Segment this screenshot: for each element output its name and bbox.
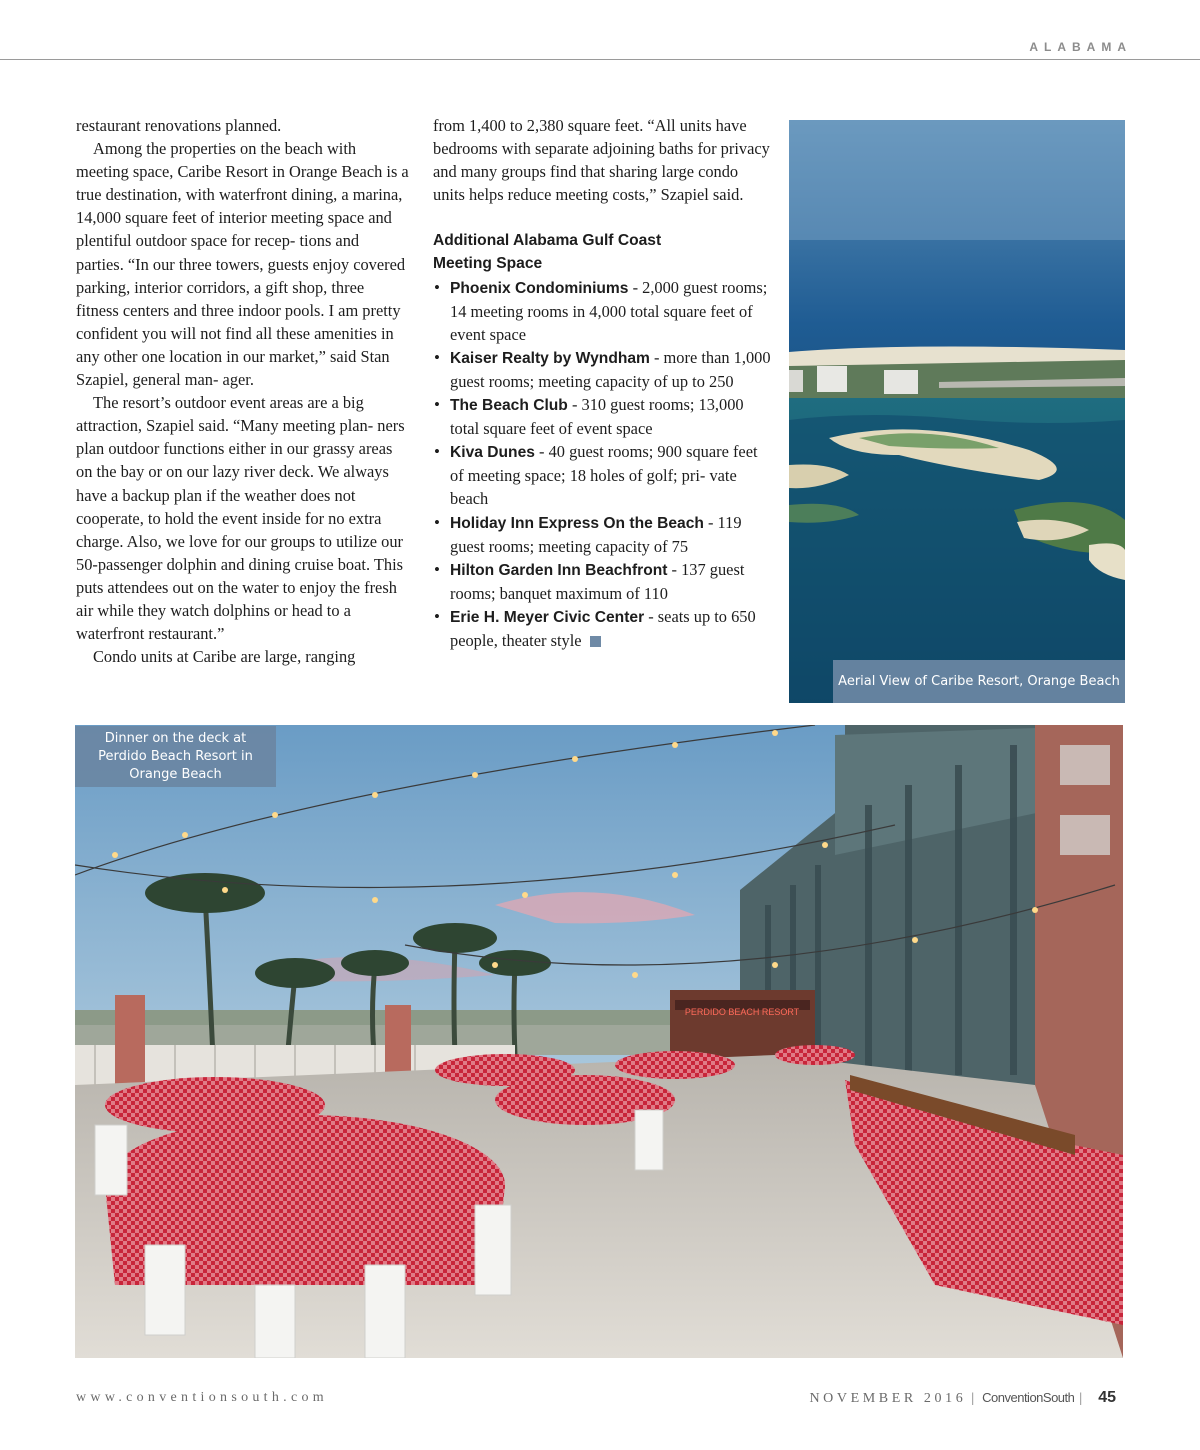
aerial-photo-caption: Aerial View of Caribe Resort, Orange Beach	[833, 660, 1125, 703]
venue-detail: - seats up to 650 people, theater style	[450, 606, 756, 650]
venue-name: Holiday Inn Express On the Beach	[450, 514, 704, 532]
venue-name: Kiva Dunes	[450, 444, 535, 462]
paragraph: restaurant renovations planned.	[76, 116, 282, 135]
venue-list-item	[433, 558, 771, 605]
paragraph: Among the properties on the beach with meeting space, Caribe Resort in Orange Beach is a true destination, with waterfront dining, a marina, 14,000 square feet of interior meeting space and plentiful outdoor space for recep- tions and parties. “In our three towers, guests enjoy covered parking, interior corridors, a gift shop, three fitness centers and three indoor pools. I am pretty confident you will not find all these amenities in any other one location in our market,” said Stan Szapiel, general man- ager.	[76, 139, 409, 390]
footer-folio	[809, 1389, 1116, 1407]
venue-list-item	[433, 440, 771, 510]
venue-name: Erie H. Meyer Civic Center	[450, 608, 645, 626]
venue-list-item	[433, 276, 771, 346]
article-column-1	[76, 114, 410, 668]
issue-date: NOVEMBER 2016	[809, 1391, 967, 1406]
venue-detail: - 119 guest rooms; meeting capacity of 75	[450, 512, 742, 556]
magazine-name: ConventionSouth	[982, 1390, 1075, 1405]
venue-list-item	[433, 346, 771, 393]
end-of-article-mark	[590, 636, 601, 647]
venue-list-item	[433, 605, 771, 652]
deck-photo-caption	[75, 726, 276, 787]
header-rule	[0, 59, 1200, 60]
venue-name: The Beach Club	[450, 397, 568, 415]
venue-detail: - 310 guest rooms; 13,000 total square feet of event space	[450, 395, 744, 439]
deck-photo-caption-text: Dinner on the deck at Perdido Beach Resort in Orange Beach	[98, 730, 253, 782]
venue-name: Kaiser Realty by Wyndham	[450, 349, 650, 367]
venue-name: Phoenix Condominiums	[450, 279, 629, 297]
folio-separator: |	[971, 1391, 975, 1406]
folio-separator: |	[1079, 1391, 1083, 1406]
section-label: ALABAMA	[1029, 40, 1132, 54]
resort-sign: PERDIDO BEACH RESORT	[684, 1007, 800, 1017]
sidebar-heading-line: Meeting Space	[433, 255, 543, 273]
article-column-2	[433, 114, 771, 652]
venue-name: Hilton Garden Inn Beachfront	[450, 561, 668, 579]
venue-list-item	[433, 393, 771, 440]
footer-url: www.conventionsouth.com	[76, 1390, 328, 1405]
venue-detail: - 2,000 guest rooms; 14 meeting rooms in 4,000 total square feet of event space	[450, 277, 768, 344]
venue-detail: - 137 guest rooms; banquet maximum of 110	[450, 559, 745, 603]
sidebar-heading-line: Additional Alabama Gulf Coast	[433, 232, 662, 250]
sidebar-heading	[433, 229, 771, 275]
paragraph: The resort’s outdoor event areas are a big attraction, Szapiel said. “Many meeting plan- ners plan outdoor functions either in our grassy areas on the bay or on our lazy river deck. We always have a backup plan if the weather does not cooperate, to hold the event inside for no extra charge. Also, we love for our groups to utilize our 50-passenger dolphin and dining cruise boat. This puts attendees out on the water to enjoy the fresh air while they watch dolphins or head to a waterfront restaurant.”	[76, 393, 405, 644]
venue-list-item	[433, 511, 771, 558]
venue-detail: - 40 guest rooms; 900 square feet of meeting space; 18 holes of golf; pri- vate beach	[450, 442, 758, 509]
venue-detail: - more than 1,000 guest rooms; meeting capacity of up to 250	[450, 347, 771, 391]
paragraph: from 1,400 to 2,380 square feet. “All units have bedrooms with separate adjoining baths for privacy and many groups find that sharing large condo units helps reduce meeting costs,” Szapiel said.	[433, 116, 770, 205]
page-number: 45	[1098, 1389, 1116, 1406]
paragraph: Condo units at Caribe are large, ranging	[93, 647, 356, 667]
aerial-photo	[789, 120, 1125, 703]
deck-dinner-photo	[75, 725, 1123, 1358]
venue-list	[433, 276, 771, 653]
